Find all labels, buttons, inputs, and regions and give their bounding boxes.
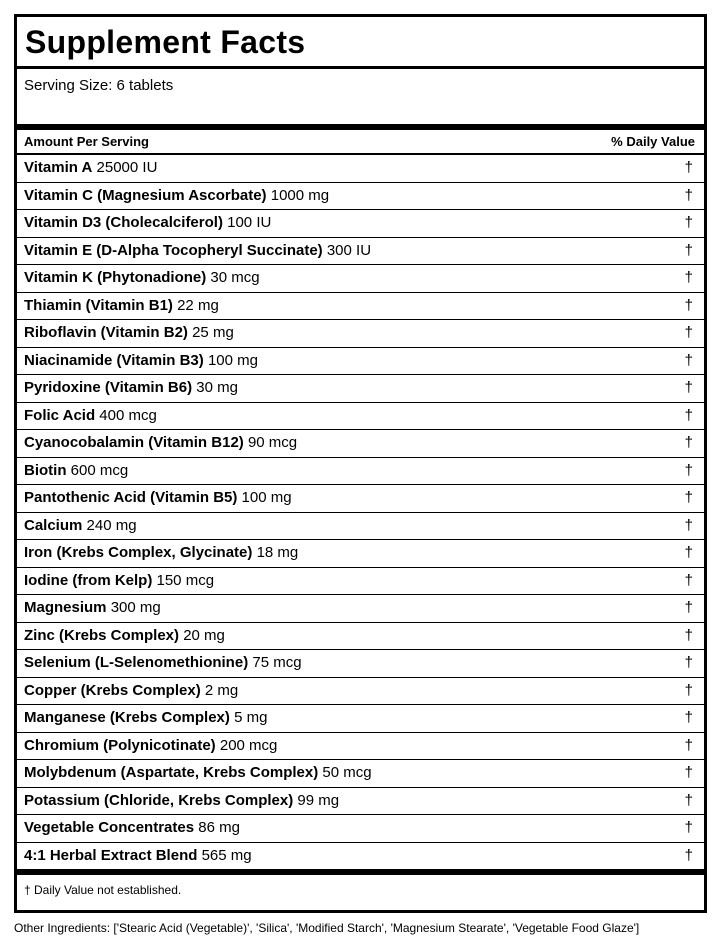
nutrient-label — [24, 733, 277, 759]
nutrient-row — [17, 320, 704, 348]
nutrient-row — [17, 540, 704, 568]
nutrient-label — [24, 595, 161, 621]
nutrient-label — [24, 760, 372, 786]
nutrient-name: Potassium (Chloride, Krebs Complex) — [24, 791, 294, 809]
nutrient-name: Magnesium — [24, 599, 107, 616]
daily-value-marker: † — [684, 324, 693, 341]
daily-value-marker: † — [684, 764, 693, 781]
daily-value-marker: † — [684, 296, 693, 314]
nutrient-label — [24, 843, 252, 869]
nutrient-row — [17, 843, 704, 871]
daily-value-marker: † — [684, 654, 693, 671]
nutrient-label — [24, 815, 240, 841]
amount-per-serving-header: Amount Per Serving — [24, 134, 149, 149]
nutrient-name: Copper (Krebs Complex) — [24, 681, 201, 699]
nutrient-label — [24, 540, 298, 566]
nutrient-label — [24, 348, 258, 374]
nutrient-amount: 150 mcg — [156, 571, 215, 589]
nutrient-label — [24, 513, 137, 539]
nutrient-amount: 18 mg — [256, 544, 299, 561]
nutrient-row — [17, 513, 704, 541]
nutrient-name: Niacinamide (Vitamin B3) — [24, 351, 204, 369]
nutrient-amount: 30 mcg — [210, 269, 260, 286]
daily-value-marker: † — [684, 241, 693, 259]
nutrient-name: Vitamin A — [24, 159, 93, 176]
nutrient-row — [17, 678, 704, 706]
nutrient-row — [17, 458, 704, 486]
nutrient-amount: 30 mg — [196, 379, 238, 396]
nutrient-name: Vitamin C (Magnesium Ascorbate) — [24, 186, 267, 204]
nutrient-amount: 2 mg — [204, 681, 239, 699]
nutrient-row — [17, 623, 704, 651]
daily-value-marker: † — [684, 461, 693, 479]
nutrient-label — [24, 788, 339, 814]
column-header — [17, 130, 704, 155]
nutrient-row — [17, 375, 704, 403]
daily-value-marker: † — [684, 516, 693, 534]
nutrient-label — [24, 320, 234, 346]
nutrient-amount: 300 mg — [110, 599, 161, 616]
daily-value-marker: † — [684, 571, 693, 589]
nutrient-name: 4:1 Herbal Extract Blend — [24, 846, 198, 864]
nutrient-row — [17, 183, 704, 211]
nutrient-row — [17, 265, 704, 293]
nutrient-row — [17, 595, 704, 623]
nutrient-amount: 90 mcg — [247, 434, 298, 451]
nutrient-amount: 100 mg — [207, 351, 258, 369]
nutrient-amount: 240 mg — [86, 516, 137, 534]
nutrient-label — [24, 458, 128, 484]
other-ingredients: Other Ingredients: ['Stearic Acid (Vegetable)', 'Silica', 'Modified Starch', 'Magnesium Stearate', 'Vegetable Food Glaze'] — [14, 921, 640, 935]
nutrient-row — [17, 815, 704, 843]
nutrient-name: Thiamin (Vitamin B1) — [24, 296, 173, 314]
nutrient-name: Chromium (Polynicotinate) — [24, 736, 216, 754]
nutrient-label — [24, 485, 292, 511]
nutrient-amount: 1000 mg — [270, 186, 330, 204]
daily-value-marker: † — [684, 736, 693, 754]
nutrient-label — [24, 183, 329, 209]
nutrient-label — [24, 155, 157, 181]
nutrient-label — [24, 238, 371, 264]
nutrient-amount: 20 mg — [183, 626, 225, 644]
nutrient-name: Molybdenum (Aspartate, Krebs Complex) — [24, 764, 319, 781]
nutrient-row — [17, 788, 704, 816]
nutrient-name: Iron (Krebs Complex, Glycinate) — [24, 544, 253, 561]
nutrient-name: Riboflavin (Vitamin B2) — [24, 324, 188, 341]
daily-value-header: % Daily Value — [611, 134, 695, 149]
nutrient-row — [17, 210, 704, 238]
nutrient-label — [24, 293, 219, 319]
nutrient-amount: 25000 IU — [96, 159, 158, 176]
nutrient-name: Folic Acid — [24, 406, 96, 424]
nutrient-amount: 75 mcg — [252, 654, 302, 671]
nutrient-label — [24, 265, 260, 291]
nutrient-row — [17, 733, 704, 761]
daily-value-marker: † — [684, 846, 693, 864]
daily-value-marker: † — [684, 269, 693, 286]
nutrient-label — [24, 705, 267, 731]
nutrient-row — [17, 348, 704, 376]
nutrient-row — [17, 155, 704, 183]
nutrient-label — [24, 678, 238, 704]
supplement-facts-panel — [14, 14, 707, 913]
daily-value-marker: † — [684, 434, 693, 451]
nutrient-row — [17, 760, 704, 788]
nutrient-amount: 50 mcg — [322, 764, 372, 781]
nutrient-name: Pantothenic Acid (Vitamin B5) — [24, 489, 238, 506]
daily-value-marker: † — [684, 489, 693, 506]
nutrient-label — [24, 650, 302, 676]
nutrient-amount: 22 mg — [177, 296, 219, 314]
nutrient-name: Vegetable Concentrates — [24, 819, 195, 836]
nutrient-name: Zinc (Krebs Complex) — [24, 626, 180, 644]
nutrient-label — [24, 430, 297, 456]
daily-value-marker: † — [684, 599, 693, 616]
nutrient-name: Vitamin E (D-Alpha Tocopheryl Succinate) — [24, 241, 323, 259]
nutrient-amount: 25 mg — [192, 324, 234, 341]
nutrient-amount: 400 mcg — [99, 406, 157, 424]
panel-title: Supplement Facts — [17, 17, 704, 69]
nutrient-row — [17, 705, 704, 733]
nutrient-name: Vitamin K (Phytonadione) — [24, 269, 207, 286]
daily-value-marker: † — [684, 544, 693, 561]
daily-value-marker: † — [684, 626, 693, 644]
nutrient-row — [17, 403, 704, 431]
nutrient-label — [24, 623, 225, 649]
nutrient-amount: 600 mcg — [70, 461, 129, 479]
nutrient-amount: 300 IU — [326, 241, 372, 259]
nutrient-name: Cyanocobalamin (Vitamin B12) — [24, 434, 244, 451]
daily-value-marker: † — [684, 351, 693, 369]
nutrient-name: Vitamin D3 (Cholecalciferol) — [24, 214, 223, 231]
nutrient-row — [17, 650, 704, 678]
nutrient-label — [24, 568, 214, 594]
nutrient-amount: 200 mcg — [219, 736, 278, 754]
nutrient-amount: 86 mg — [198, 819, 240, 836]
footnote: † Daily Value not established. — [24, 882, 182, 897]
nutrient-label — [24, 210, 271, 236]
nutrient-list — [17, 155, 704, 870]
nutrient-label — [24, 375, 238, 401]
daily-value-marker: † — [684, 709, 693, 726]
nutrient-row — [17, 568, 704, 596]
nutrient-amount: 100 IU — [227, 214, 272, 231]
nutrient-name: Biotin — [24, 461, 67, 479]
nutrient-name: Pyridoxine (Vitamin B6) — [24, 379, 193, 396]
daily-value-marker: † — [684, 681, 693, 699]
nutrient-name: Selenium (L-Selenomethionine) — [24, 654, 249, 671]
nutrient-amount: 565 mg — [201, 846, 252, 864]
nutrient-row — [17, 485, 704, 513]
daily-value-marker: † — [684, 791, 693, 809]
daily-value-marker: † — [684, 214, 693, 231]
daily-value-marker: † — [684, 186, 693, 204]
nutrient-label — [24, 403, 157, 429]
nutrient-name: Manganese (Krebs Complex) — [24, 709, 230, 726]
nutrient-amount: 100 mg — [241, 489, 292, 506]
nutrient-amount: 99 mg — [297, 791, 340, 809]
nutrient-row — [17, 293, 704, 321]
nutrient-row — [17, 238, 704, 266]
nutrient-name: Calcium — [24, 516, 83, 534]
nutrient-row — [17, 430, 704, 458]
daily-value-marker: † — [684, 379, 693, 396]
daily-value-marker: † — [684, 406, 693, 424]
daily-value-marker: † — [684, 159, 693, 176]
nutrient-name: Iodine (from Kelp) — [24, 571, 153, 589]
daily-value-marker: † — [684, 819, 693, 836]
serving-size: Serving Size: 6 tablets — [24, 77, 174, 94]
nutrient-amount: 5 mg — [234, 709, 268, 726]
